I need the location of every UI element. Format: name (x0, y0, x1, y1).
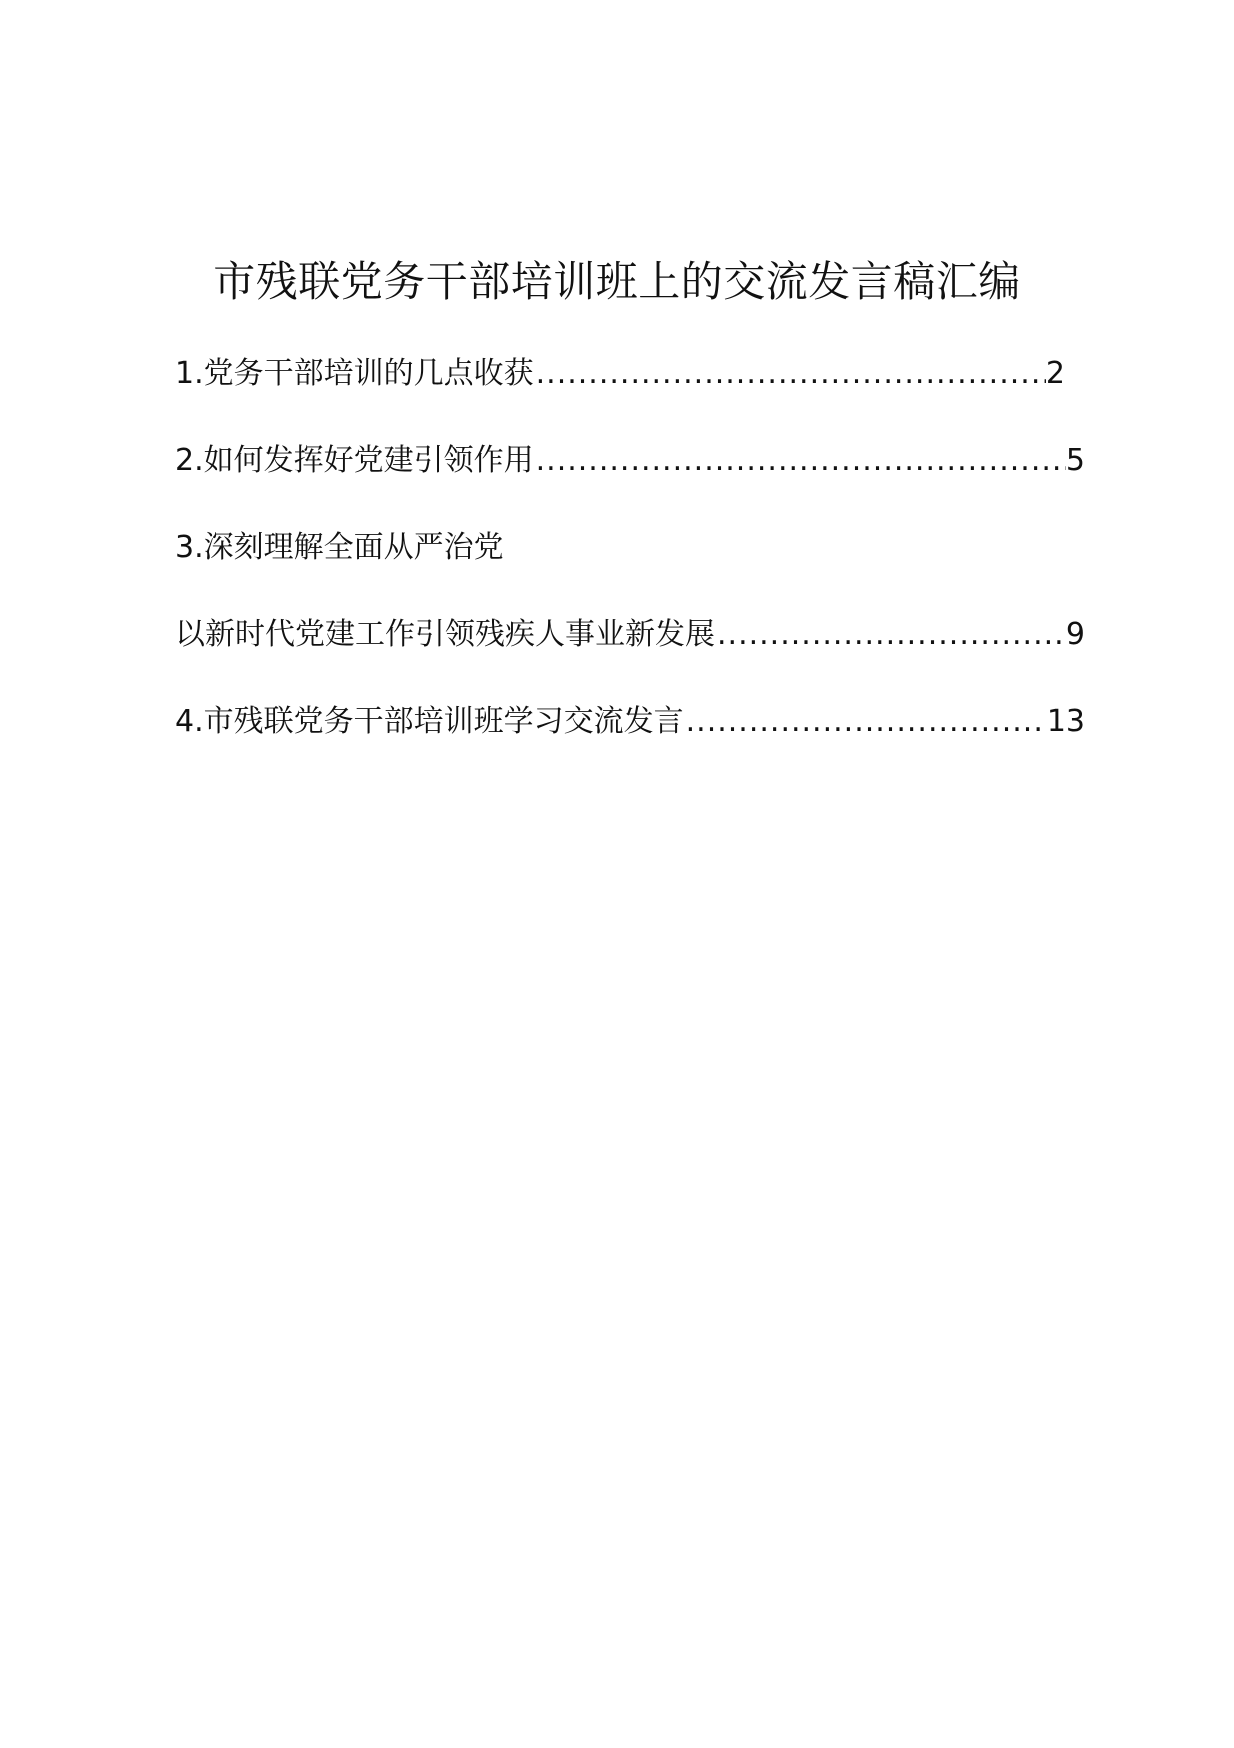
toc-page-number: 2 (1045, 356, 1065, 391)
toc-entry-4[interactable] (175, 700, 1085, 744)
toc-leader-dots (684, 700, 1047, 744)
toc-entry-3-heading[interactable] (175, 526, 1085, 570)
toc-page-number: 5 (1065, 443, 1085, 478)
toc-entry-2[interactable] (175, 439, 1085, 483)
toc-entry-text: 1.党务干部培训的几点收获 (175, 356, 534, 391)
toc-entry-text: 4.市残联党务干部培训班学习交流发言 (175, 704, 684, 739)
toc-leader-dots (534, 352, 1046, 396)
toc-page-number: 13 (1046, 704, 1085, 739)
toc-entry-text: 2.如何发挥好党建引领作用 (175, 443, 534, 478)
toc-leader-dots (534, 439, 1066, 483)
document-title: 市残联党务干部培训班上的交流发言稿汇编 (213, 257, 1021, 306)
table-of-contents (175, 0, 1085, 800)
toc-entry-3[interactable] (175, 613, 1085, 657)
toc-page-number: 9 (1065, 617, 1085, 652)
toc-entry-1[interactable] (175, 352, 1065, 396)
toc-entry-text: 3.深刻理解全面从严治党 (175, 530, 504, 565)
toc-leader-dots (715, 613, 1066, 657)
toc-entry-text: 以新时代党建工作引领残疾人事业新发展 (175, 617, 715, 652)
